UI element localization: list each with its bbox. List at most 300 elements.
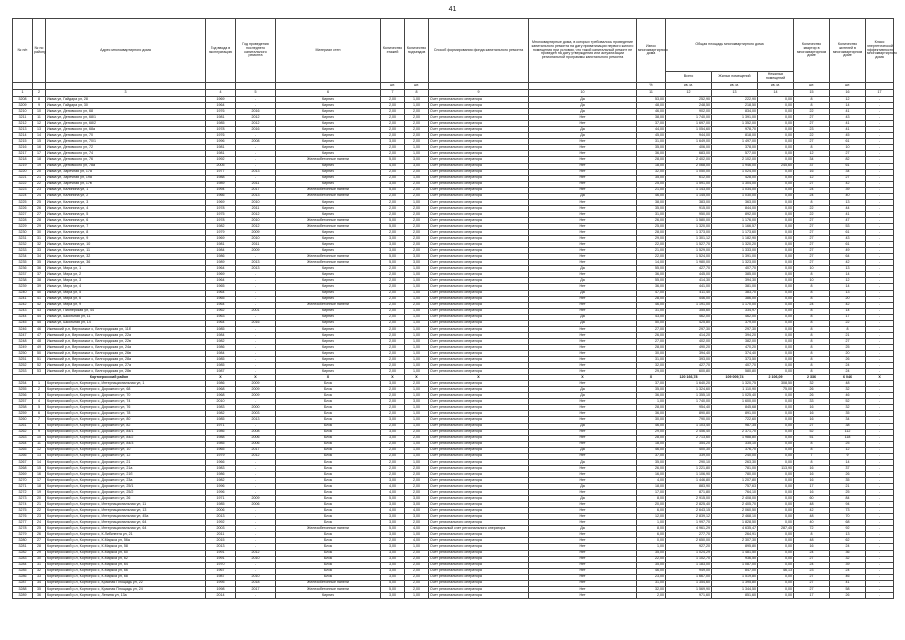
- table-cell: Нет: [529, 350, 637, 356]
- table-cell: Корткеросский р-н, Корткерос с, К.Либкнехта ул, 21: [46, 532, 206, 538]
- table-cell: 0,00: [758, 538, 794, 544]
- table-cell: 0,00: [758, 326, 794, 332]
- table-cell: 2,00: [381, 133, 405, 139]
- table-cell: 2 307,30: [712, 538, 758, 544]
- table-cell: Блок: [276, 399, 381, 405]
- table-cell: Кирпич: [276, 266, 381, 272]
- table-cell: -: [866, 568, 894, 574]
- col-header-wear: Износ многоквартирного дома: [637, 19, 666, 83]
- table-cell: 382,00: [712, 338, 758, 344]
- table-cell: 1964: [206, 290, 236, 296]
- table-cell: Кирпич: [276, 369, 381, 375]
- table-cell: Кирпич: [276, 272, 381, 278]
- table-cell: 287,45: [758, 526, 794, 532]
- table-cell: 6 046: [830, 375, 866, 381]
- table-cell: 46: [33, 326, 46, 332]
- table-cell: 12: [830, 447, 866, 453]
- table-cell: 25: [830, 490, 866, 496]
- table-cell: 871,80: [666, 490, 712, 496]
- unit-cell: шт.: [405, 83, 429, 90]
- table-cell: 462,00: [712, 314, 758, 320]
- table-cell: 1986: [206, 254, 236, 260]
- table-cell: 118: [830, 435, 866, 441]
- table-cell: -: [866, 556, 894, 562]
- table-cell: 32: [794, 381, 830, 387]
- table-cell: Счет регионального оператора: [429, 217, 529, 223]
- table-cell: -: [866, 217, 894, 223]
- table-cell: -: [866, 490, 894, 496]
- table-cell: 8: [794, 296, 830, 302]
- table-cell: 1,00: [405, 272, 429, 278]
- table-cell: 4 635,47: [712, 526, 758, 532]
- table-cell: 21: [830, 332, 866, 338]
- table-cell: Счет регионального оператора: [429, 502, 529, 508]
- table-cell: 32,00: [637, 363, 666, 369]
- table-cell: 2018: [236, 580, 276, 586]
- table-cell: 2,00: [381, 211, 405, 217]
- table-cell: 354,20: [666, 441, 712, 447]
- table-cell: 64: [830, 254, 866, 260]
- table-cell: 2,00: [381, 205, 405, 211]
- table-cell: -: [236, 471, 276, 477]
- col-header-year-built: Год ввода в эксплуатацию: [206, 19, 236, 83]
- table-cell: 1 529,00: [666, 248, 712, 254]
- table-cell: 3238: [13, 278, 33, 284]
- table-cell: 2,00: [381, 411, 405, 417]
- table-cell: 1 087,00: [712, 562, 758, 568]
- table-cell: 6: [33, 411, 46, 417]
- table-cell: -: [236, 544, 276, 550]
- table-cell: Да: [529, 103, 637, 109]
- table-cell: Блок: [276, 532, 381, 538]
- table-cell: Нет: [529, 538, 637, 544]
- table-cell: 1,00: [405, 332, 429, 338]
- table-cell: 21,00: [637, 248, 666, 254]
- table-cell: Ижемский р-н, Верхоижье с, Белгородская ул, 11б: [46, 326, 206, 332]
- table-cell: Счет регионального оператора: [429, 459, 529, 465]
- table-cell: 2011: [206, 532, 236, 538]
- table-cell: Блок: [276, 381, 381, 387]
- table-cell: Корткеросский р-н, Корткерос с, Интернациональная ул, 1: [46, 381, 206, 387]
- table-cell: 1,00: [405, 296, 429, 302]
- table-cell: 3212: [13, 121, 33, 127]
- table-cell: 3279: [13, 532, 33, 538]
- table-cell: 2,00: [381, 97, 405, 103]
- table-cell: 3282: [13, 550, 33, 556]
- table-cell: 23: [33, 187, 46, 193]
- table-cell: 1 034,00: [712, 187, 758, 193]
- table-cell: Счет регионального оператора: [429, 447, 529, 453]
- table-cell: Ижемский р-н, Верхоижье с, Белгородская ул, 22в: [46, 338, 206, 344]
- table-cell: 3,00: [405, 399, 429, 405]
- table-cell: 2,00: [381, 121, 405, 127]
- table-cell: Корткеросский р-н, Корткерос с, Дорожного ул, 25/2: [46, 490, 206, 496]
- table-cell: -: [236, 344, 276, 350]
- table-cell: -: [866, 97, 894, 103]
- table-cell: 847,00: [712, 568, 758, 574]
- table-cell: Счет регионального оператора: [429, 109, 529, 115]
- table-cell: 1989: [206, 260, 236, 266]
- table-cell: 2012: [236, 550, 276, 556]
- table-cell: 4: [33, 399, 46, 405]
- table-cell: Корткеросский р-н, Корткерос с, Дорожного ул, 80: [46, 417, 206, 423]
- table-cell: 3283: [13, 556, 33, 562]
- table-cell: 3,00: [381, 139, 405, 145]
- table-cell: 2,00: [381, 350, 405, 356]
- table-cell: 16: [794, 490, 830, 496]
- table-cell: 2,00: [381, 453, 405, 459]
- table-cell: 5,00: [381, 526, 405, 532]
- table-cell: Нет: [529, 381, 637, 387]
- table-cell: 277,70: [666, 532, 712, 538]
- table-cell: 5,00: [381, 254, 405, 260]
- table-cell: 8: [794, 344, 830, 350]
- table-cell: 1,00: [405, 175, 429, 181]
- table-cell: 27: [33, 211, 46, 217]
- table-cell: 9: [830, 453, 866, 459]
- table-cell: 2,00: [405, 568, 429, 574]
- table-cell: Кирпич: [276, 103, 381, 109]
- table-cell: 1,00: [405, 278, 429, 284]
- table-cell: 2011: [236, 181, 276, 187]
- table-cell: 2,00: [381, 115, 405, 121]
- table-cell: 30,00: [637, 417, 666, 423]
- table-cell: 20: [33, 496, 46, 502]
- table-cell: 35: [33, 586, 46, 592]
- table-cell: Счет регионального оператора: [429, 484, 529, 490]
- table-cell: -: [236, 314, 276, 320]
- table-cell: 3241: [13, 296, 33, 302]
- table-cell: Да: [529, 290, 637, 296]
- table-cell: 0,00: [758, 496, 794, 502]
- column-numbers-row: [13, 90, 894, 97]
- table-cell: 37,00: [637, 381, 666, 387]
- table-cell: 1 373,00: [666, 230, 712, 236]
- table-cell: 335,10: [712, 441, 758, 447]
- table-cell: 5: [33, 405, 46, 411]
- table-cell: -: [236, 568, 276, 574]
- table-cell: 0,00: [758, 592, 794, 598]
- table-cell: Нет: [529, 115, 637, 121]
- table-cell: Нет: [529, 338, 637, 344]
- table-cell: 379,00: [712, 320, 758, 326]
- table-cell: -: [866, 586, 894, 592]
- table-cell: 252,90: [666, 97, 712, 103]
- table-cell: -: [866, 574, 894, 580]
- table-cell: 112: [830, 429, 866, 435]
- table-cell: 55,00: [637, 266, 666, 272]
- table-cell: 41: [830, 109, 866, 115]
- table-cell: 72: [794, 526, 830, 532]
- table-cell: 0,00: [758, 544, 794, 550]
- table-cell: 13: [830, 532, 866, 538]
- table-cell: 52: [33, 363, 46, 369]
- table-cell: Корткеросский р-н, Корткерос с, К.Маркса ул, 60: [46, 550, 206, 556]
- table-cell: Счет регионального оператора: [429, 435, 529, 441]
- table-cell: 22: [794, 109, 830, 115]
- table-cell: -: [866, 496, 894, 502]
- table-cell: 1992: [206, 157, 236, 163]
- table-cell: 373,50: [712, 357, 758, 363]
- table-cell: 0,00: [758, 308, 794, 314]
- table-cell: -: [236, 326, 276, 332]
- table-cell: -: [236, 157, 276, 163]
- table-cell: 264,91: [712, 532, 758, 538]
- table-cell: -: [236, 508, 276, 514]
- table-cell: Да: [529, 423, 637, 429]
- table-cell: Счет регионального оператора: [429, 284, 529, 290]
- table-cell: 24: [830, 363, 866, 369]
- table-cell: 1,00: [405, 369, 429, 375]
- table-cell: 1 166,57: [712, 223, 758, 229]
- table-cell: Счет регионального оператора: [429, 399, 529, 405]
- table-cell: 0,00: [758, 441, 794, 447]
- table-cell: 27: [794, 230, 830, 236]
- table-cell: 222,90: [712, 97, 758, 103]
- col-header-residents: Количество жителей в многоквартирном доме: [830, 19, 866, 83]
- table-cell: 43: [33, 308, 46, 314]
- table-cell: Блок: [276, 514, 381, 520]
- table-cell: 48: [33, 338, 46, 344]
- table-cell: 2,00: [405, 169, 429, 175]
- table-cell: 45: [33, 320, 46, 326]
- table-cell: 1,00: [405, 592, 429, 598]
- table-cell: Ижма ул, Мира ул, 9: [46, 302, 206, 308]
- table-cell: 2,00: [405, 586, 429, 592]
- table-cell: 1983: [206, 405, 236, 411]
- table-cell: 1982: [206, 338, 236, 344]
- table-cell: 297,30: [666, 326, 712, 332]
- table-cell: 1 988,80: [712, 435, 758, 441]
- col-header-entrances: Количество подъездов: [405, 19, 429, 83]
- table-cell: 0,00: [758, 502, 794, 508]
- table-cell: Ижма ул, Деповского ул, 70: [46, 133, 206, 139]
- table-cell: Нет: [529, 363, 637, 369]
- table-cell: Да: [529, 496, 637, 502]
- table-cell: -: [236, 514, 276, 520]
- table-cell: Да: [529, 109, 637, 115]
- table-cell: 14: [33, 133, 46, 139]
- table-cell: 1,00: [405, 103, 429, 109]
- table-cell: 1 980,00: [666, 260, 712, 266]
- table-cell: 3281: [13, 544, 33, 550]
- table-cell: 34: [794, 157, 830, 163]
- table-cell: Счет регионального оператора: [429, 580, 529, 586]
- table-cell: -: [866, 550, 894, 556]
- table-cell: 2013: [236, 169, 276, 175]
- table-cell: Счет регионального оператора: [429, 151, 529, 157]
- table-cell: 1970: [206, 562, 236, 568]
- table-cell: 2,00: [381, 332, 405, 338]
- table-cell: Счет регионального оператора: [429, 562, 529, 568]
- table-cell: 1,00: [405, 326, 429, 332]
- table-cell: 3270: [13, 477, 33, 483]
- table-cell: 13: [830, 199, 866, 205]
- table-cell: -: [866, 592, 894, 598]
- table-cell: 2 650,00: [666, 538, 712, 544]
- table-cell: 0,00: [758, 417, 794, 423]
- table-cell: Счет регионального оператора: [429, 236, 529, 242]
- table-cell: 27: [33, 538, 46, 544]
- table-cell: -: [866, 344, 894, 350]
- table-cell: 34: [830, 169, 866, 175]
- table-cell: 1975: [206, 211, 236, 217]
- table-cell: 26: [830, 592, 866, 598]
- table-cell: 334,97: [712, 308, 758, 314]
- table-cell: 27: [794, 580, 830, 586]
- table-cell: 427,70: [666, 363, 712, 369]
- table-cell: 27: [794, 574, 830, 580]
- table-cell: Кирпич: [276, 121, 381, 127]
- table-cell: 0,00: [637, 538, 666, 544]
- table-cell: 2 106,09: [758, 375, 794, 381]
- table-cell: 1,00: [405, 145, 429, 151]
- table-cell: X: [381, 375, 405, 381]
- table-cell: 1,00: [405, 266, 429, 272]
- table-cell: 2006: [206, 508, 236, 514]
- table-cell: 61: [830, 163, 866, 169]
- table-cell: 27: [794, 260, 830, 266]
- table-cell: Блок: [276, 484, 381, 490]
- table-cell: Нет: [529, 514, 637, 520]
- table-cell: 1 176,00: [712, 217, 758, 223]
- column-number-cell: 3: [46, 90, 206, 97]
- table-cell: 3,00: [381, 236, 405, 242]
- table-cell: Корткеросский р-н, Корткерос с, Дорожного ул, 25/1: [46, 484, 206, 490]
- table-cell: 1 024,29: [666, 550, 712, 556]
- table-cell: 3265: [13, 447, 33, 453]
- table-cell: Кирпич: [276, 133, 381, 139]
- table-cell: 3262: [13, 429, 33, 435]
- table-cell: 3,00: [405, 254, 429, 260]
- unit-cell: кв. м.: [758, 83, 794, 90]
- table-cell: 27: [794, 139, 830, 145]
- table-cell: 2,00: [381, 109, 405, 115]
- table-cell: -: [236, 97, 276, 103]
- table-cell: Кирпич: [276, 145, 381, 151]
- table-cell: 1988: [206, 175, 236, 181]
- table-cell: Кирпич: [276, 296, 381, 302]
- table-cell: Нет: [529, 441, 637, 447]
- table-cell: 407,70: [712, 363, 758, 369]
- table-cell: 1 173,60: [712, 230, 758, 236]
- table-cell: Блок: [276, 574, 381, 580]
- table-cell: 8: [794, 350, 830, 356]
- table-cell: 3273: [13, 496, 33, 502]
- table-cell: Нет: [529, 254, 637, 260]
- table-cell: 32: [33, 242, 46, 248]
- table-cell: 414,30: [666, 278, 712, 284]
- table-cell: 42: [33, 302, 46, 308]
- table-cell: -: [236, 592, 276, 598]
- table-cell: Счет регионального оператора: [429, 508, 529, 514]
- table-cell: 22: [794, 133, 830, 139]
- table-cell: 0,00: [758, 490, 794, 496]
- table-cell: 764,10: [712, 490, 758, 496]
- table-cell: Нет: [529, 308, 637, 314]
- table-cell: 27: [794, 556, 830, 562]
- table-cell: Нет: [529, 532, 637, 538]
- table-cell: 19: [33, 490, 46, 496]
- table-cell: 3274: [13, 502, 33, 508]
- table-cell: Счет регионального оператора: [429, 550, 529, 556]
- table-cell: Да: [529, 393, 637, 399]
- table-cell: Железобетонные панели: [276, 223, 381, 229]
- table-cell: 1 170,00: [712, 302, 758, 308]
- table-cell: 10: [794, 278, 830, 284]
- table-cell: 1 391,00: [712, 115, 758, 121]
- table-cell: Блок: [276, 556, 381, 562]
- table-cell: Нет: [529, 429, 637, 435]
- table-cell: Блок: [276, 447, 381, 453]
- table-cell: 18,00: [637, 484, 666, 490]
- table-cell: 28: [33, 217, 46, 223]
- table-cell: 10: [33, 435, 46, 441]
- table-cell: 44,00: [637, 127, 666, 133]
- table-cell: 33: [33, 248, 46, 254]
- table-cell: Нет: [529, 550, 637, 556]
- table-cell: 240,00: [712, 453, 758, 459]
- table-cell: 28,00: [637, 157, 666, 163]
- table-cell: 844,00: [712, 205, 758, 211]
- table-cell: Железобетонные панели: [276, 302, 381, 308]
- table-cell: 1978: [206, 205, 236, 211]
- table-cell: 37: [830, 465, 866, 471]
- table-cell: -: [866, 381, 894, 387]
- table-cell: 5,00: [381, 157, 405, 163]
- table-cell: Счет регионального оператора: [429, 350, 529, 356]
- table-cell: Счет регионального оператора: [429, 332, 529, 338]
- table-cell: -: [866, 350, 894, 356]
- table-cell: 3234: [13, 254, 33, 260]
- table-cell: 0,00: [758, 393, 794, 399]
- table-cell: 12: [33, 447, 46, 453]
- table-cell: -: [866, 393, 894, 399]
- table-cell: 927,20: [666, 544, 712, 550]
- table-cell: -: [866, 441, 894, 447]
- table-cell: 2,00: [381, 393, 405, 399]
- table-cell: -: [866, 538, 894, 544]
- table-cell: Нет: [529, 544, 637, 550]
- table-cell: Счет регионального оператора: [429, 592, 529, 598]
- table-cell: 7: [33, 417, 46, 423]
- table-cell: 3231: [13, 236, 33, 242]
- table-cell: 92: [830, 526, 866, 532]
- table-cell: 0,00: [758, 447, 794, 453]
- table-cell: 1 640,20: [666, 381, 712, 387]
- table-cell: Счет регионального оператора: [429, 103, 529, 109]
- table-cell: 1,00: [405, 441, 429, 447]
- table-cell: 24: [794, 562, 830, 568]
- table-cell: -: [866, 109, 894, 115]
- table-cell: Кирпич: [276, 236, 381, 242]
- table-cell: 4,00: [381, 508, 405, 514]
- table-cell: 46,00: [637, 568, 666, 574]
- table-cell: 2016: [236, 127, 276, 133]
- table-cell: 1 446,80: [666, 477, 712, 483]
- column-number-cell: 10: [529, 90, 637, 97]
- table-cell: 55,00: [637, 278, 666, 284]
- table-cell: 2,00: [381, 441, 405, 447]
- table-cell: Блок: [276, 405, 381, 411]
- table-cell: -: [236, 163, 276, 169]
- table-cell: X: [206, 375, 236, 381]
- table-cell: 3,00: [381, 435, 405, 441]
- table-cell: 3,00: [381, 381, 405, 387]
- table-cell: 1 320,75: [712, 381, 758, 387]
- table-cell: 16,00: [637, 471, 666, 477]
- table-cell: Кирпич: [276, 211, 381, 217]
